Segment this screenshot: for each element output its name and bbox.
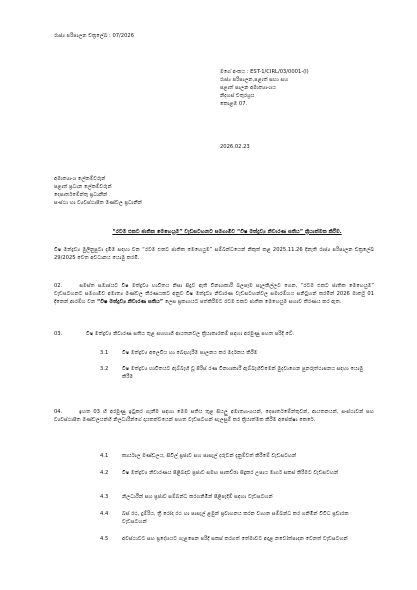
item-text: නිලධාරීන් සහ ප්‍රජාව සම්බන්ධ කරගනිමින් පිළිපැදීම් සඳහා වැඩසටහන් xyxy=(122,494,273,500)
item-text: අවස්ථාවට සහ ප්‍රදේශයට ගැළපෙන පරිදි සකස් කරගත් තේමාවට අදාළ නවෝත්පාදන වෙනත් වැඩසටහන් xyxy=(122,536,348,542)
list-item xyxy=(100,535,374,543)
subject-line: “රටම එකට ජාතික මෙහෙයුම” වැඩසටහනට සමගාමීව “විෂ මත්ද්‍රව්‍ය නිවාරණ සතිය” ක්‍රියාත්මක කිරීම. xyxy=(112,229,342,235)
addressee-block xyxy=(54,175,142,207)
circular-number: රාජ්‍ය පරිපාලන චක්‍රලේඛ : 07/2026 xyxy=(54,33,135,39)
section-03 xyxy=(54,330,374,338)
office-line: පළාත් පාලන අමාත්‍යාංශය xyxy=(220,85,276,92)
addressee: සංස්ථා හා ව්‍යවස්ථාපිත මණ්ඩල ප්‍රධානීන් xyxy=(54,200,142,207)
reference-number: මගේ අංකය : EST-1/CIRL/03/0001-(I) xyxy=(220,69,309,75)
section-number: 04. xyxy=(54,409,63,415)
office-line: නිදහස් චතුරශ්‍රය xyxy=(220,93,255,100)
section-number: 02. xyxy=(54,283,63,289)
item-text: බස් රථ, දුම්රිය, ත්‍රී රෝද රථ හා පාසැල් ළමුන් ප්‍රවාහනය කරන වාහන සම්බන්ධ කර ගනිමින් විවිධ ප්‍රචාරක වැඩසටහන් xyxy=(122,511,349,526)
section-02 xyxy=(54,282,374,306)
item-number: 4.4 xyxy=(100,511,109,517)
item-number: 4.1 xyxy=(100,453,109,459)
office-line: කොළඹ 07. xyxy=(220,101,248,108)
item-text: කාර්යාල මණ්ඩලය, සිවිල් ප්‍රජාව සහ පාසැල් දරුවන් දැනුම්වත් කිරීමේ වැඩසටහන් xyxy=(122,453,297,459)
item-text: විෂ මත්ද්‍රව්‍ය නිවාරණය පිළිබඳව ප්‍රජාව සමඟ සාකච්ඡා සිදුකර උපාය මාර්ග සකස් කිරීමට වැඩසටහන් xyxy=(122,470,339,476)
list-item xyxy=(100,510,374,526)
office-line: රාජ්‍ය පරිපාලන,පළාත් සභා සහ xyxy=(220,77,289,84)
item-number: 3.1 xyxy=(100,350,109,356)
item-text: විෂ මත්ද්‍රව්‍ය භාවිතයට ඇබ්බැහි වූ පිරිස් රණ විනාශකාරී ඇබ්බැහිවීමෙන් මුදවාගෙන පුනරුත්ථාපනය සඳහා යොමු කිරීම xyxy=(122,366,364,381)
section-text: සමස්ත සමාජයට විෂ මත්ද්‍රව්‍ය භාවිතය නිසා සිදුව ඇති විනාශකාරී බලපෑම සැලකිල්ලට ගෙන, “රටම එකට ජාතික මෙහෙයුම” වැඩසටහනට සමගාමීව අමාත්‍ය මණ්ඩල තීරණයකට අනුව විෂ මත්ද්‍රව්‍ය නිවාරණ වැඩසටහන්වල සමාරම්භය සනිටුහන් කරමින් 2026 මාර්තු 01 දිනෙන් ආරම්භ වන xyxy=(54,283,374,306)
addressee: අමාත්‍යාංශ ලේකම්වරුන් xyxy=(54,176,106,182)
item-number: 3.2 xyxy=(100,366,109,372)
list-item xyxy=(100,365,374,381)
item-number: 4.2 xyxy=(100,470,109,476)
letter-date: 2026.02.23 xyxy=(220,144,250,150)
intro-paragraph: විෂ මත්ද්‍රව්‍ය මුලිනුපුටා දැමීම සඳහා වන “රටම එකට ජාතික මෙහෙයුම” සම්බන්ධයෙන් නිකුත් කළ 2025.11.26 දිනැති රාජ්‍ය පරිපාලන චක්‍රලේඛ 29/2025 වෙත අවධානය යොමු කරමි. xyxy=(54,247,374,262)
section-text: විෂ මත්ද්‍රව්‍ය නිවාරණ සතිය තුළ සහභාගී ආයතනවල ක්‍රියාකාරකම් සඳහා අරමුණු පහත පරිදි වේ. xyxy=(86,331,295,337)
list-item xyxy=(100,349,374,357)
section-text: ලෙස ප්‍රකාශයට පත්කිරීමට රටම එකට ජාතික මෙහෙයුම සහාව තීරණය කර ඇත. xyxy=(164,299,342,306)
item-text: විෂ මත්ද්‍රව්‍ය අලෙවිය හා බෙදාහැරීම පාලනය කර මර්දනය කිරීම xyxy=(122,350,258,356)
list-item xyxy=(100,493,374,501)
list-item xyxy=(100,452,374,460)
addressee: දෙපාර්තමේන්තු ප්‍රධානීන් xyxy=(54,192,108,199)
addressee: පළාත් ප්‍රධාන ලේකම්වරුන් xyxy=(54,184,112,191)
reference-block xyxy=(220,68,309,108)
section-04 xyxy=(54,408,374,424)
item-number: 4.5 xyxy=(100,536,109,542)
section-text: ඉහත 03 හි අරමුණු ඉටුකර ගැනීම සඳහා මෙම සතිය තුළ සියලු අමාත්‍යාංශයන්, දෙපාර්තමේන්තුවන්, ආයතනයන්, සංස්ථාවන් සහ ව්‍යවස්ථාපිත මණ්ඩලයන්හි නිලධාරීන්ගේ දායකත්වයෙන් පහත වැඩසටහන් සැලසුම් කර ක්‍රියාත්මක කිරීම අපේක්ෂා කෙරේ. xyxy=(54,409,374,424)
section-highlight: “විෂ මත්ද්‍රව්‍ය නිවාරණ සතිය” xyxy=(96,299,164,306)
item-number: 4.3 xyxy=(100,494,109,500)
list-item xyxy=(100,469,374,477)
section-number: 03. xyxy=(54,331,63,337)
